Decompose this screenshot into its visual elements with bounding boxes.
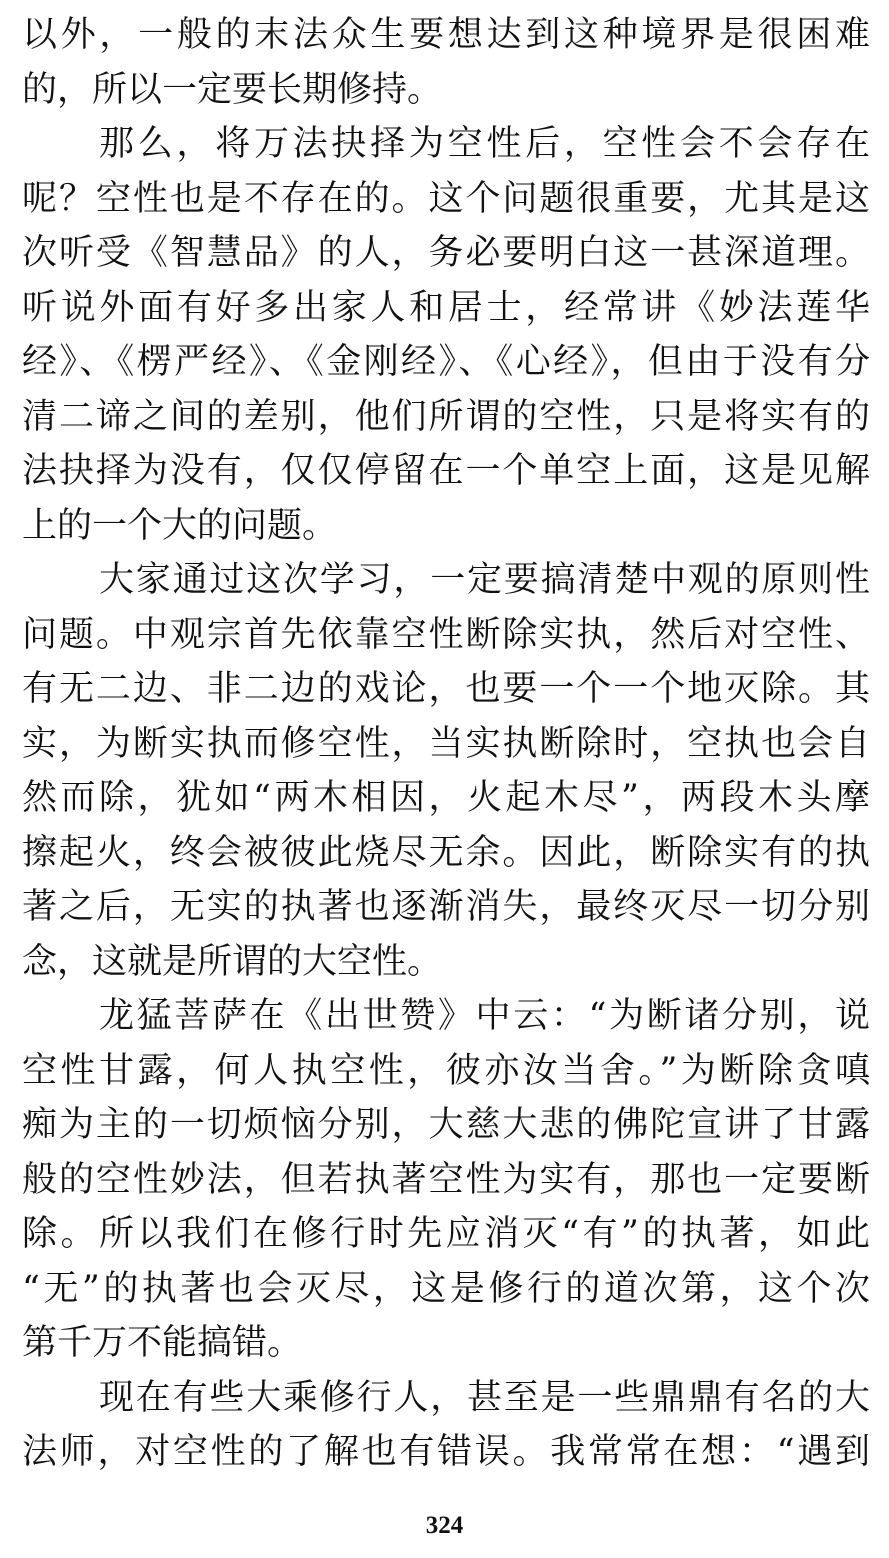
text-line: 痴为主的一切烦恼分别，大慈大悲的佛陀宣讲了甘露 (22, 1105, 870, 1145)
text-line: “无”的执著也会灭尽，这是修行的道次第，这个次 (22, 1268, 870, 1309)
text-line: 以外，一般的末法众生要想达到这种境界是很困难 (22, 15, 870, 55)
paragraph-first-line: 大家通过这次学习，一定要搞清楚中观的原则性 (99, 560, 870, 600)
text-line: 问题。中观宗首先依靠空性断除实执，然后对空性、 (22, 614, 870, 655)
text-line: 经》、《楞严经》、《金刚经》、《心经》，但由于没有分 (22, 342, 870, 382)
text-line: 法师，对空性的了解也有错误。我常常在想：“遇到 (22, 1432, 870, 1472)
text-line: 听说外面有好多出家人和居士，经常讲《妙法莲华 (22, 287, 870, 328)
paragraph-first-line: 龙猛菩萨在《出世赞》中云：“为断诸分别，说 (99, 996, 870, 1036)
text-line: 清二谛之间的差别，他们所谓的空性，只是将实有的 (22, 396, 870, 437)
text-line: 空性甘露，何人执空性，彼亦汝当舍。”为断除贪嗔 (22, 1050, 870, 1091)
text-line: 著之后，无实的执著也逐渐消失，最终灭尽一切分别 (22, 887, 870, 927)
text-line: 呢？空性也是不存在的。这个问题很重要，尤其是这 (22, 178, 870, 219)
paragraph-first-line: 现在有些大乘修行人，甚至是一些鼎鼎有名的大 (99, 1377, 870, 1418)
text-line: 除。所以我们在修行时先应消灭“有”的执著，如此 (22, 1214, 870, 1254)
text-line: 然而除，犹如“两木相因，火起木尽”，两段木头摩 (22, 778, 870, 818)
text-line: 般的空性妙法，但若执著空性为实有，那也一定要断 (22, 1159, 870, 1200)
paragraph-first-line: 那么，将万法抉择为空性后，空性会不会存在 (99, 124, 870, 164)
body-text (22, 8, 870, 1480)
text-line: 的，所以一定要长期修持。 (22, 69, 443, 110)
text-line: 上的一个大的问题。 (22, 505, 338, 546)
text-line: 擦起火，终会被彼此烧尽无余。因此，断除实有的执 (22, 832, 870, 873)
text-line: 次听受《智慧品》的人，务必要明白这一甚深道理。 (22, 233, 870, 273)
text-line: 念，这就是所谓的大空性。 (22, 941, 443, 982)
text-line: 有无二边、非二边的戏论，也要一个一个地灭除。其 (22, 669, 870, 709)
text-line: 法抉择为没有，仅仅停留在一个单空上面，这是见解 (22, 451, 870, 491)
text-line: 第千万不能搞错。 (22, 1323, 303, 1363)
page-number: 324 (425, 1512, 464, 1539)
text-line: 实，为断实执而修空性，当实执断除时，空执也会自 (22, 723, 870, 764)
